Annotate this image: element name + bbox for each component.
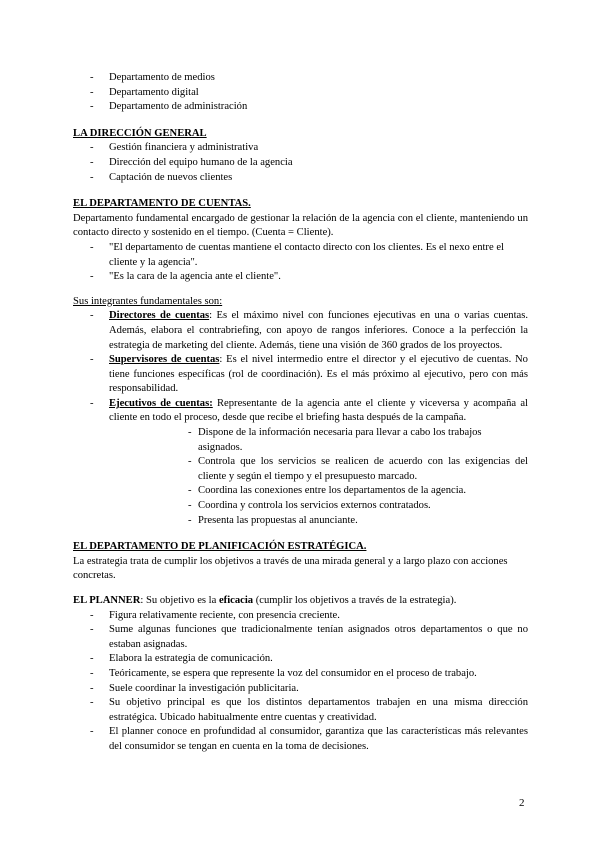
cuentas-quotes — [73, 241, 528, 285]
page-content — [73, 71, 528, 755]
task-item: - Controla que los servicios se realicen de acuerdo con las exigencias del cliente y según el tiempo y el presupuesto marcado. — [188, 455, 528, 484]
member-text: Representante de la agencia ante el cliente y viceversa y acompaña al cliente en todo el proceso, desde que recibe el briefing hasta después de la campaña. — [109, 397, 528, 424]
list-item: - Figura relativamente reciente, con presencia creciente. — [73, 609, 528, 624]
list-item: - Dirección del equipo humano de la agencia — [73, 156, 528, 171]
planificacion-intro: La estrategia trata de cumplir los objetivos a través de una mirada general y a largo plazo con acciones concretas. — [73, 555, 508, 582]
member-text: Es el máximo nivel con funciones ejecutivas en una o varias cuentas. Además, elabora el contrabriefing, con apoyo de rangos inferiores. Conoce a la perfección la estrategia de marketing del cliente. Además, tiene una visión de 360 grados de los proyectos. — [109, 310, 528, 351]
list-item: - Departamento digital — [73, 86, 528, 101]
list-item: - Su objetivo principal es que los distintos departamentos trabajen en una misma dirección estratégica. Ubicado habitualmente entre cuentas y creatividad. — [73, 696, 528, 725]
quote-item: - "Es la cara de la agencia ante el cliente". — [73, 270, 528, 285]
member-supervisores — [73, 353, 528, 397]
member-term: Directores de cuentas — [109, 310, 210, 322]
section-heading-cuentas: EL DEPARTAMENTO DE CUENTAS. — [73, 198, 251, 210]
task-item: - Coordina y controla los servicios externos contratados. — [188, 499, 528, 514]
list-item: - Elabora la estrategia de comunicación. — [73, 652, 528, 667]
top-list — [73, 71, 528, 115]
list-item: - Sume algunas funciones que tradicionalmente tenían asignados otros departamentos o que no estaban asignadas. — [73, 623, 528, 652]
member-text: Es el nivel intermedio entre el director y el ejecutivo de cuentas. No tiene funciones específicas (rol de coordinación). Es el más próximo al ejecutivo, pero con más responsabilidad. — [109, 354, 528, 395]
planner-pre: : Su objetivo es la — [140, 595, 219, 606]
quote-item: - "El departamento de cuentas mantiene el contacto directo con los clientes. Es el nexo entre el cliente y la agencia". — [73, 241, 528, 270]
task-item: - Presenta las propuestas al anunciante. — [188, 514, 528, 529]
exec-tasks-list — [73, 426, 528, 528]
page-number: 2 — [519, 797, 525, 809]
cuentas-intro: Departamento fundamental encargado de gestionar la relación de la agencia con el cliente, manteniendo un contacto directo y sostenido en el tiempo. (Cuenta = Cliente). — [73, 212, 528, 239]
member-sep: : — [209, 310, 213, 322]
section-heading-direccion: LA DIRECCIÓN GENERAL — [73, 127, 207, 139]
planner-term: eficacia — [218, 595, 254, 606]
planner-label: EL PLANNER — [73, 595, 141, 606]
list-item: - El planner conoce en profundidad al consumidor, garantiza que las características más relevantes del consumidor se tengan en cuenta en la toma de decisiones. — [73, 725, 528, 754]
planner-line — [73, 594, 528, 609]
member-term: Supervisores de cuentas — [109, 354, 220, 366]
task-item: - Dispone de la información necesaria para llevar a cabo los trabajos asignados. — [188, 426, 528, 455]
list-item: - Gestión financiera y administrativa — [73, 141, 528, 156]
list-item: - Suele coordinar la investigación publicitaria. — [73, 682, 528, 697]
task-item: - Coordina las conexiones entre los departamentos de la agencia. — [188, 484, 528, 499]
members-title: Sus integrantes fundamentales son: — [73, 295, 223, 307]
list-item: - Teóricamente, se espera que represente la voz del consumidor en el proceso de trabajo. — [73, 667, 528, 682]
planner-list — [73, 609, 528, 755]
planner-post: (cumplir los objetivos a través de la estrategia). — [253, 595, 457, 606]
list-item: - Captación de nuevos clientes — [73, 171, 528, 186]
member-sep: : — [219, 354, 223, 366]
direccion-list — [73, 141, 528, 185]
member-ejecutivos — [73, 397, 528, 426]
section-heading-planificacion: EL DEPARTAMENTO DE PLANIFICACIÓN ESTRATÉGICA. — [73, 541, 367, 553]
member-term: Ejecutivos de cuentas: — [109, 397, 213, 409]
member-directores — [73, 309, 528, 353]
members-list — [73, 309, 528, 426]
list-item: - Departamento de medios — [73, 71, 528, 86]
list-item: - Departamento de administración — [73, 100, 528, 115]
